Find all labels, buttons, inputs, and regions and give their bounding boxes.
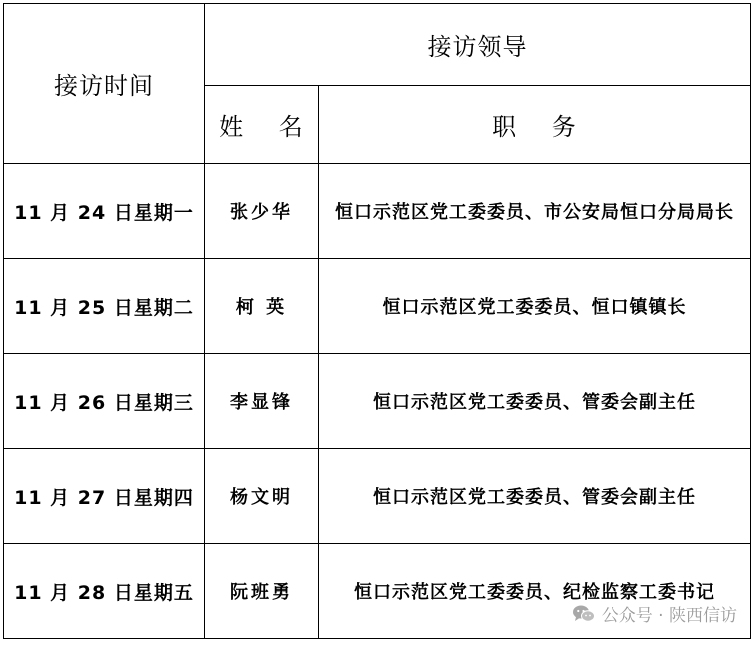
position-cell: [319, 164, 751, 259]
date-cell: [4, 164, 205, 259]
wechat-watermark: [572, 601, 737, 626]
date-text: 11 月 27 日星期四: [14, 486, 194, 509]
position-header: [319, 86, 751, 164]
name-cell: [205, 449, 319, 544]
position-text: 恒口示范区党工委委员、恒口镇镇长: [382, 297, 687, 318]
table-row: [4, 259, 751, 354]
name-text: 阮班勇: [230, 582, 293, 603]
time-header: [4, 4, 205, 164]
name-header-label: 姓 名: [219, 113, 304, 141]
name-cell: [205, 259, 319, 354]
date-cell: [4, 354, 205, 449]
header-row-top: [4, 4, 751, 86]
date-text: 11 月 26 日星期三: [14, 391, 194, 414]
table-row: [4, 354, 751, 449]
watermark-text: 公众号 · 陕西信访: [601, 606, 737, 626]
name-cell: [205, 354, 319, 449]
position-cell: [319, 259, 751, 354]
position-text: 恒口示范区党工委委员、管委会副主任: [373, 487, 696, 508]
name-text: 张少华: [230, 202, 293, 223]
name-cell: [205, 544, 319, 639]
name-text: 柯 英: [235, 297, 288, 318]
position-text: 恒口示范区党工委委员、管委会副主任: [373, 392, 696, 413]
time-header-label: 接访时间: [54, 72, 154, 100]
position-header-label: 职 务: [492, 113, 577, 141]
name-text: 李显锋: [230, 392, 293, 413]
position-text: 恒口示范区党工委委员、纪检监察工委书记: [354, 582, 715, 603]
date-cell: [4, 259, 205, 354]
name-cell: [205, 164, 319, 259]
date-cell: [4, 544, 205, 639]
name-text: 杨文明: [230, 487, 293, 508]
wechat-icon: [572, 604, 596, 624]
table-row: [4, 449, 751, 544]
position-text: 恒口示范区党工委委员、市公安局恒口分局局长: [335, 202, 734, 223]
date-cell: [4, 449, 205, 544]
position-cell: [319, 354, 751, 449]
date-text: 11 月 24 日星期一: [14, 201, 194, 224]
date-text: 11 月 25 日星期二: [14, 296, 194, 319]
visit-schedule-table: [3, 3, 751, 639]
name-header: [205, 86, 319, 164]
leaders-header-label: 接访领导: [427, 33, 528, 61]
position-cell: [319, 449, 751, 544]
date-text: 11 月 28 日星期五: [14, 581, 194, 604]
leaders-header: [205, 4, 751, 86]
table-row: [4, 164, 751, 259]
